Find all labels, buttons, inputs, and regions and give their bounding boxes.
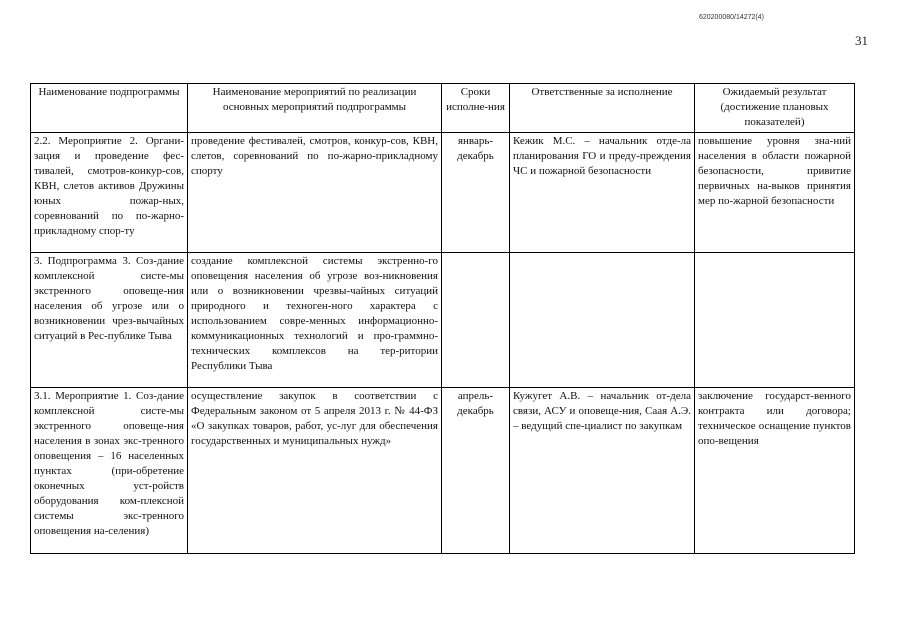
- cell-activity: создание комплексной системы экстренно-го оповещения населения об угрозе воз-никновения или о возникновении чрезвы-чайных ситуаций природного и техноген-ного характера с использованием совре-менных информационно-коммуникационных технологий и про-граммно-технических комплексов на тер-ритории Республики Тыва: [188, 253, 442, 388]
- cell-deadline: [442, 253, 510, 388]
- cell-subprogram: 2.2. Мероприятие 2. Органи-зация и проведение фес-тивалей, смотров-конкур-сов, КВН, слетов активов Дружины юных пожар-ных, соревнований по по-жарно-прикладному спор-ту: [31, 133, 188, 253]
- cell-activity: осуществление закупок в соответствии с Федеральным законом от 5 апреля 2013 г. № 44-ФЗ «О закупках товаров, работ, ус-луг для обеспечения государственных и муниципальных нужд»: [188, 388, 442, 554]
- col-header-deadline: Сроки исполне-ния: [442, 84, 510, 133]
- cell-subprogram: 3. Подпрограмма 3. Соз-дание комплексной систе-мы экстренного оповеще-ния населения об угрозе или о возникновении чрез-вычайных ситуаций в Рес-публике Тыва: [31, 253, 188, 388]
- table-row: [31, 388, 855, 554]
- cell-result: заключение государст-венного контракта или договора; техническое оснащение пунктов опо-вещения: [695, 388, 855, 554]
- cell-deadline: апрель-декабрь: [442, 388, 510, 554]
- cell-result: [695, 253, 855, 388]
- cell-result: повышение уровня зна-ний населения в области пожарной безопасности, привитие первичных на-выков принятия мер по-жарной безопасности: [695, 133, 855, 253]
- col-header-subprogram: Наименование подпрограммы: [31, 84, 188, 133]
- cell-responsible: [510, 253, 695, 388]
- cell-responsible: Кежик М.С. – начальник отде-ла планирования ГО и преду-преждения ЧС и пожарной безопасности: [510, 133, 695, 253]
- table-row: [31, 253, 855, 388]
- document-code: 620200080/14272(4): [698, 14, 764, 21]
- table-row: [31, 133, 855, 253]
- cell-responsible: Кужугет А.В. – начальник от-дела связи, АСУ и оповеще-ния, Саая А.Э. – ведущий спе-циалист по закупкам: [510, 388, 695, 554]
- page-number: 31: [855, 33, 868, 48]
- cell-deadline: январь-декабрь: [442, 133, 510, 253]
- col-header-result: Ожидаемый результат (достижение плановых показателей): [695, 84, 855, 133]
- cell-subprogram: 3.1. Мероприятие 1. Соз-дание комплексной систе-мы экстренного оповеще-ния населения в зонах экс-тренного оповещения – 16 населенных пунктах (при-обретение оконечных уст-ройств оборудования ком-плексной системы экс-тренного оповещения на-селения): [31, 388, 188, 554]
- col-header-activity: Наименование мероприятий по реализации основных мероприятий подпрограммы: [188, 84, 442, 133]
- table-header-row: [31, 84, 855, 133]
- cell-activity: проведение фестивалей, смотров, конкур-сов, КВН, слетов, соревнований по по-жарно-прикладному спорту: [188, 133, 442, 253]
- program-table: [30, 83, 855, 554]
- col-header-responsible: Ответственные за исполнение: [510, 84, 695, 133]
